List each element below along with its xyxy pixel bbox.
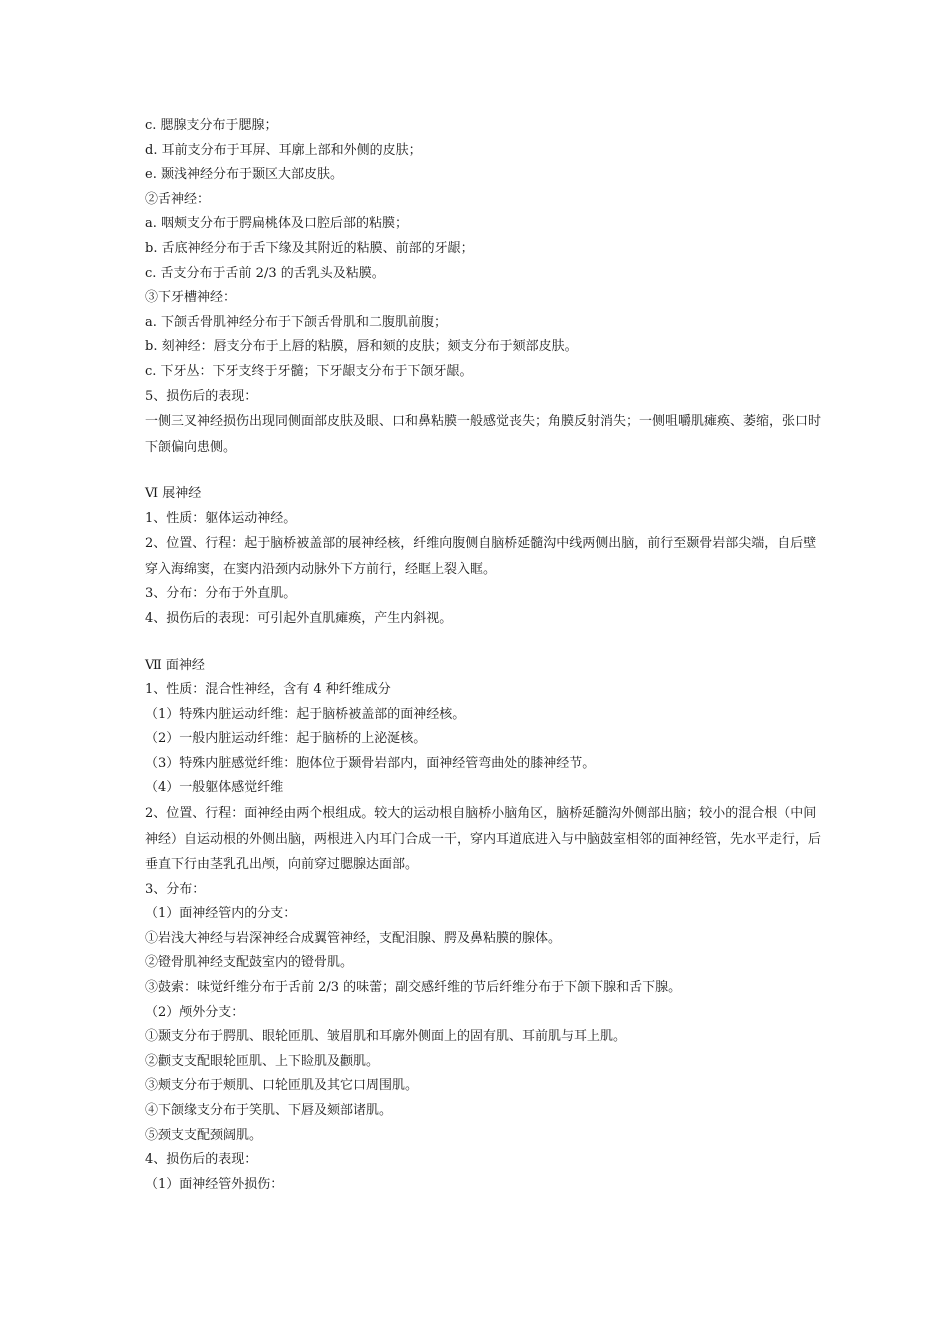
section-gap — [145, 632, 825, 654]
text-line: c. 腮腺支分布于腮腺； — [145, 118, 278, 133]
section-gap — [145, 460, 825, 482]
text-line: e. 颞浅神经分布于颞区大部皮肤。 — [145, 167, 343, 183]
text-line: b. 刻神经：唇支分布于上唇的粘膜，唇和颏的皮肤；颏支分布于颏部皮肤。 — [145, 339, 578, 355]
text-line: （3）特殊内脏感觉纤维：胞体位于颞骨岩部内，面神经管弯曲处的膝神经节。 — [145, 755, 596, 771]
text-line: 1、性质：躯体运动神经。 — [145, 510, 297, 526]
text-line: （1）特殊内脏运动纤维：起于脑桥被盖部的面神经核。 — [145, 706, 466, 722]
text-line: c. 舌支分布于舌前 2/3 的舌乳头及粘膜。 — [145, 265, 385, 281]
text-line: （2）一般内脏运动纤维：起于脑桥的上泌涎核。 — [145, 731, 427, 747]
section-heading: Ⅶ 面神经 — [145, 657, 205, 673]
text-line: 3、分布：分布于外直肌。 — [145, 586, 297, 602]
text-line: （4）一般躯体感觉纤维 — [145, 780, 284, 796]
text-line: （1）面神经管外损伤： — [145, 1176, 284, 1192]
section-heading: Ⅵ 展神经 — [145, 486, 202, 502]
text-line: ③鼓索：味觉纤维分布于舌前 2/3 的味蕾；副交感纤维的节后纤维分布于下颌下腺和舌下腺。 — [145, 979, 682, 995]
text-line: 5、损伤后的表现： — [145, 388, 258, 404]
text-line: ②镫骨肌神经支配鼓室内的镫骨肌。 — [145, 955, 354, 971]
text-line: c. 下牙丛：下牙支终于牙髓；下牙龈支分布于下颌牙龈。 — [145, 363, 473, 379]
text-line: d. 耳前支分布于耳屏、耳廓上部和外侧的皮肤； — [145, 142, 422, 158]
text-line: ②舌神经： — [145, 191, 211, 207]
text-line: ③下牙槽神经： — [145, 290, 237, 306]
text-line: ⑤颈支支配颈阔肌。 — [145, 1127, 263, 1143]
text-line: ③颊支分布于颊肌、口轮匝肌及其它口周围肌。 — [145, 1078, 419, 1094]
text-line: （1）面神经管内的分支： — [145, 906, 297, 922]
text-line: ②颧支支配眼轮匝肌、上下睑肌及颧肌。 — [145, 1053, 380, 1069]
text-line: ④下颌缘支分布于笑肌、下唇及颏部诸肌。 — [145, 1102, 393, 1118]
paragraph: 2、位置、行程：起于脑桥被盖部的展神经核，纤维向腹侧自脑桥延髓沟中线两侧出脑，前行至颞骨岩部尖端，自后壁穿入海绵窦，在窦内沿颈内动脉外下方前行，经眶上裂入眶。 — [145, 536, 817, 577]
text-line: ①颞支分布于腭肌、眼轮匝肌、皱眉肌和耳廓外侧面上的固有肌、耳前肌与耳上肌。 — [145, 1029, 627, 1045]
text-line: 3、分布： — [145, 881, 206, 897]
paragraph: 2、位置、行程：面神经由两个根组成。较大的运动根自脑桥小脑角区，脑桥延髓沟外侧部出脑；较小的混合根（中间神经）自运动根的外侧出脑，两根进入内耳门合成一干，穿内耳道底进入与中脑鼓室相邻的面神经管，先水平走行，后垂直下行由茎乳孔出颅，向前穿过腮腺达面部。 — [145, 806, 822, 873]
text-line: 1、性质：混合性神经，含有 4 种纤维成分 — [145, 682, 391, 698]
text-line: 4、损伤后的表现： — [145, 1152, 258, 1168]
document-page — [145, 114, 825, 1197]
text-line: ①岩浅大神经与岩深神经合成翼管神经，支配泪腺、腭及鼻粘膜的腺体。 — [145, 930, 562, 946]
text-line: a. 下颌舌骨肌神经分布于下颌舌骨肌和二腹肌前腹； — [145, 314, 448, 330]
text-line: （2）颅外分支： — [145, 1004, 245, 1020]
paragraph: 一侧三叉神经损伤出现同侧面部皮肤及眼、口和鼻粘膜一般感觉丧失；角膜反射消失；一侧咀嚼肌瘫痪、萎缩，张口时下颌偏向患侧。 — [145, 414, 822, 455]
text-line: b. 舌底神经分布于舌下缘及其附近的粘膜、前部的牙龈； — [145, 240, 474, 256]
text-line: 4、损伤后的表现：可引起外直肌瘫痪，产生内斜视。 — [145, 610, 453, 626]
text-line: a. 咽颊支分布于腭扁桃体及口腔后部的粘膜； — [145, 216, 409, 232]
